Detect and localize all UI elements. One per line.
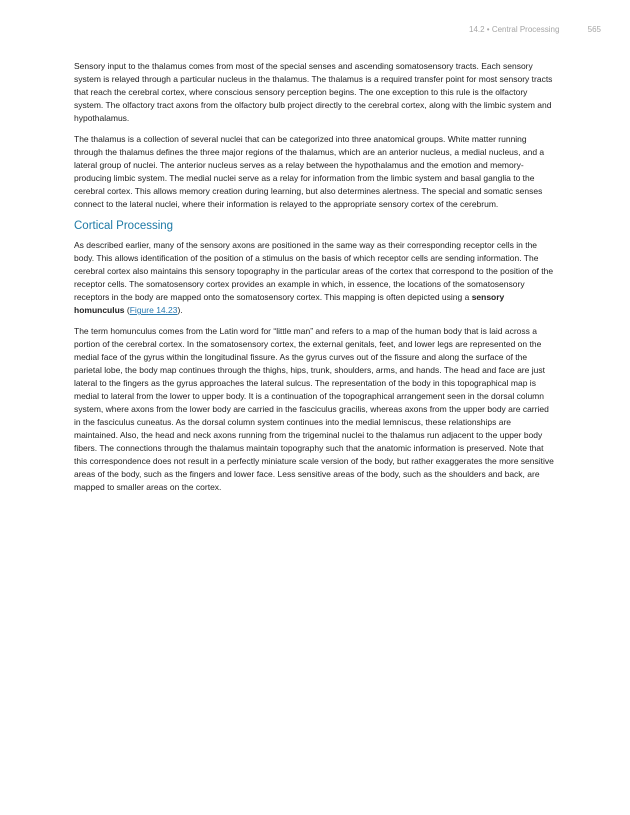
figure-link[interactable]: Figure 14.23 <box>129 305 178 315</box>
paragraph-homunculus: The term homunculus comes from the Latin word for “little man” and refers to a map of the human body that is laid across a portion of the cerebral cortex. In the somatosensory cortex, the external genitals, feet, and lower legs are represented on the medial face of the gyrus within the longitudinal fissure. As the gyrus curves out of the fissure and along the surface of the parietal lobe, the body map continues through the thighs, hips, trunk, shoulders, arms, and hands. The head and face are just lateral to the fingers as the gyrus approaches the lateral sulcus. The representation of the body in this topographical map is medial to lateral from the lower to upper body. It is a continuation of the topographical arrangement seen in the dorsal column system, where axons from the lower body are carried in the fasciculus gracilis, whereas axons from the upper body are carried in the fasciculus cuneatus. As the dorsal column system continues into the medial lemniscus, these relationships are maintained. Also, the head and neck axons running from the trigeminal nuclei to the thalamus run adjacent to the upper body fibers. The connections through the thalamus maintain topography such that the anatomic information is preserved. Note that this correspondence does not result in a perfectly miniature scale version of the body, but rather exaggerates the more sensitive areas of the body, such as the fingers and lower face. Less sensitive areas of the body, such as the shoulders and back, are mapped to smaller areas on the cortex. <box>74 326 554 492</box>
paragraph-thalamus-nuclei: The thalamus is a collection of several nuclei that can be categorized into three anatomical groups. White matter running through the thalamus defines the three major regions of the thalamus, which are an anterior nucleus, a medial nucleus, and a lateral group of nuclei. The anterior nucleus serves as a relay between the hypothalamus and the emotion and memory-producing limbic system. The medial nuclei serve as a relay for information from the limbic system and basal ganglia to the cerebral cortex. This allows memory creation during learning, but also determines alertness. The special and somatic senses connect to the lateral nuclei, where their information is relayed to the appropriate sensory cortex of the cerebrum. <box>74 134 545 209</box>
open-paren: ( <box>124 305 130 315</box>
close-paren: ). <box>177 305 183 315</box>
paragraph-sensory-topography <box>74 239 556 317</box>
section-title: 14.2 • Central Processing <box>469 25 560 34</box>
main-content <box>74 60 556 502</box>
section-heading: Cortical Processing <box>74 220 174 232</box>
key-term-sensory-homunculus: sensory homunculus <box>74 292 505 315</box>
paragraph-text: As described earlier, many of the sensory axons are positioned in the same way as their corresponding receptor cells in the body. This allows identification of the position of a stimulus on the basis of which receptor cells are sending information. The cerebral cortex also maintains this sensory topography in the particular areas of the cortex that correspond to the position of the receptor cells. The somatosensory cortex provides an example in which, in essence, the locations of the somatosensory receptors in the body are mapped onto the somatosensory cortex. This mapping is often depicted using a <box>74 240 554 302</box>
paragraph-thalamus-input: Sensory input to the thalamus comes from most of the special senses and ascending somatosensory tracts. Each sensory system is relayed through a particular nucleus in the thalamus. The thalamus is a required transfer point for most sensory tracts that reach the cerebral cortex, where conscious sensory perception begins. The one exception to this rule is the olfactory system. The olfactory tract axons from the olfactory bulb project directly to the cerebral cortex, along with the limbic system and hypothalamus. <box>74 61 553 123</box>
page-number: 565 <box>587 25 601 34</box>
running-header <box>469 25 601 34</box>
